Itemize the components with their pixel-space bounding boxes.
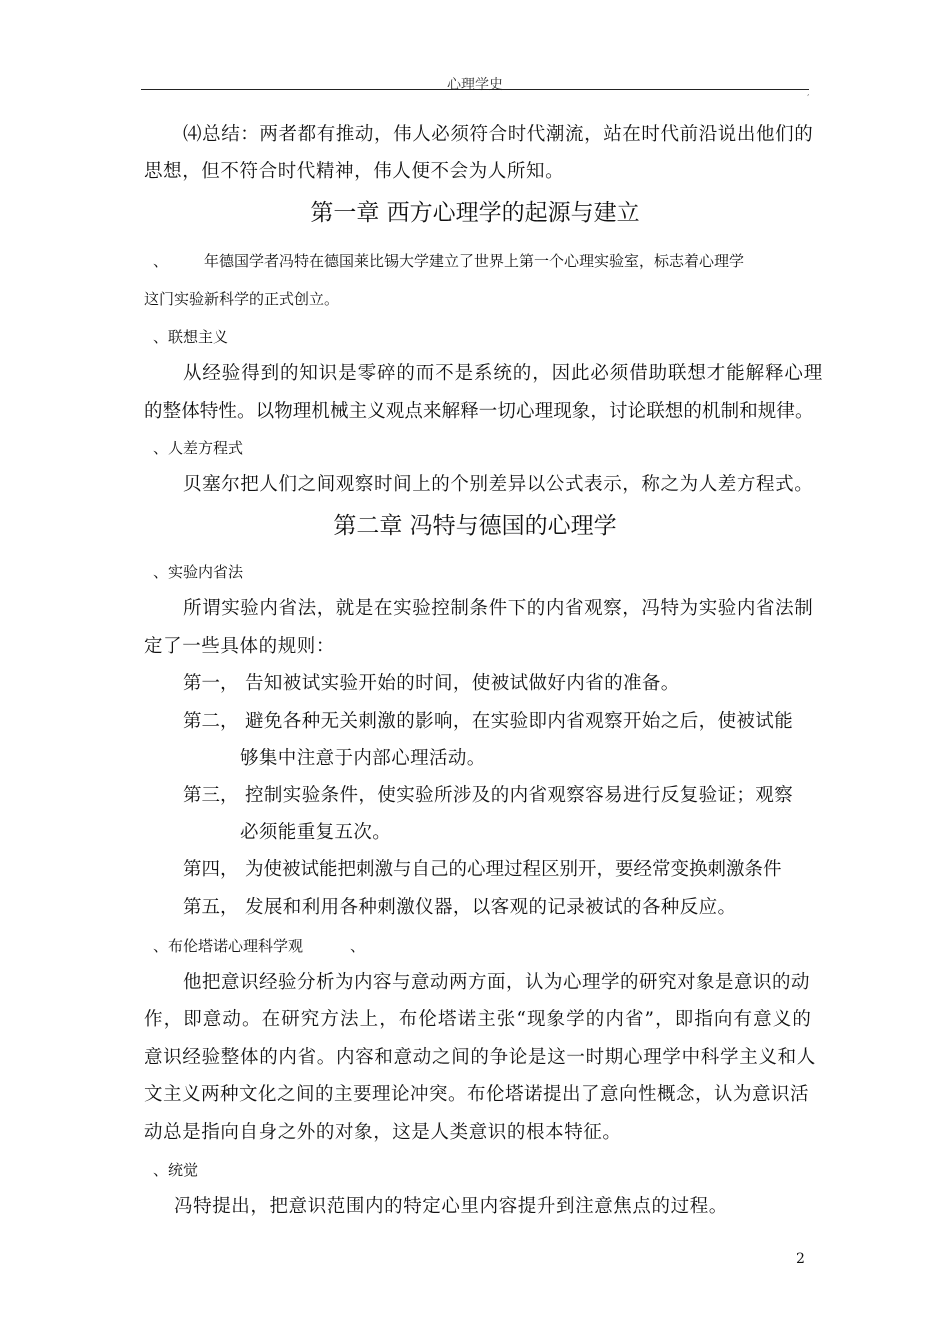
chapter-1-section-1-line-1: 年德国学者冯特在德国莱比锡大学建立了世界上第一个心理实验室，标志着心理学	[204, 252, 745, 270]
rule-continuation: 够集中注意于内部心理活动。	[240, 748, 486, 769]
header-rule	[141, 89, 809, 90]
chapter-1-section-1-prefix: 、	[153, 252, 169, 270]
paragraph-line: 动总是指向自身之外的对象，这是人类意识的根本特征。	[144, 1122, 622, 1143]
chapter-2-section-3-heading: 、统觉	[153, 1161, 199, 1179]
intro-line-1: ⑷总结：两者都有推动，伟人必须符合时代潮流，站在时代前沿说出他们的	[183, 124, 814, 145]
chapter-1-section-2-heading: 、联想主义	[153, 328, 229, 346]
intro-line-2: 思想，但不符合时代精神，伟人便不会为人所知。	[144, 161, 565, 182]
paragraph-line: 他把意识经验分析为内容与意动两方面，认为心理学的研究对象是意识的动	[183, 972, 811, 993]
rule-label: 第二，	[183, 711, 239, 732]
rule-label: 第三，	[183, 785, 239, 806]
paragraph-line: 文主义两种文化之间的主要理论冲突。布伦塔诺提出了意向性概念，认为意识活	[144, 1084, 810, 1105]
paragraph-line: 作，即意动。在研究方法上，布伦塔诺主张“现象学的内省”，即指向有意义的	[144, 1009, 812, 1030]
chapter-1-section-3-heading: 、人差方程式	[153, 439, 244, 457]
chapter-2-section-1-heading: 、实验内省法	[153, 563, 244, 581]
chapter-1-section-3-line-1: 贝塞尔把人们之间观察时间上的个别差异以公式表示，称之为人差方程式。	[183, 474, 814, 495]
header-title: 心理学史	[447, 77, 503, 93]
chapter-2-section-1-line-2: 定了一些具体的规则：	[144, 636, 336, 657]
rule-label: 第五，	[183, 897, 239, 918]
rule-text: 告知被试实验开始的时间，使被试做好内省的准备。	[245, 673, 680, 694]
rule-label: 第一，	[183, 673, 239, 694]
page-number: 2	[796, 1251, 805, 1267]
chapter-2-section-3-line-1: 冯特提出，把意识范围内的特定心里内容提升到注意焦点的过程。	[174, 1196, 728, 1217]
chapter-1-section-2-line-1: 从经验得到的知识是零碎的而不是系统的，因此必须借助联想才能解释心理	[183, 363, 824, 384]
rule-text: 为使被试能把刺激与自己的心理过程区别开，要经常变换刺激条件	[245, 859, 782, 880]
paragraph-line: 意识经验整体的内省。内容和意动之间的争论是这一时期心理学中科学主义和人	[144, 1047, 817, 1068]
chapter-2-section-2-heading: 、布伦塔诺心理科学观	[153, 937, 304, 955]
rule-text: 发展和利用各种刺激仪器，以客观的记录被试的各种反应。	[245, 897, 737, 918]
rule-label: 第四，	[183, 859, 239, 880]
chapter-1-section-1-line-2: 这门实验新科学的正式创立。	[144, 290, 340, 308]
chapter-1-section-2-line-2: 的整体特性。以物理机械主义观点来解释一切心理现象，讨论联想的机制和规律。	[144, 401, 814, 422]
chapter-2-title: 第二章 冯特与德国的心理学	[333, 513, 617, 539]
chapter-2-section-2-heading-tail: 、	[350, 937, 366, 955]
rule-continuation: 必须能重复五次。	[240, 822, 392, 843]
header-mark: ,	[807, 88, 810, 97]
chapter-2-section-1-line-1: 所谓实验内省法，就是在实验控制条件下的内省观察，冯特为实验内省法制	[183, 598, 814, 619]
chapter-1-title: 第一章 西方心理学的起源与建立	[310, 200, 640, 226]
rule-text: 避免各种无关刺激的影响，在实验即内省观察开始之后，使被试能	[245, 711, 794, 732]
rule-text: 控制实验条件，使实验所涉及的内省观察容易进行反复验证；观察	[245, 785, 794, 806]
